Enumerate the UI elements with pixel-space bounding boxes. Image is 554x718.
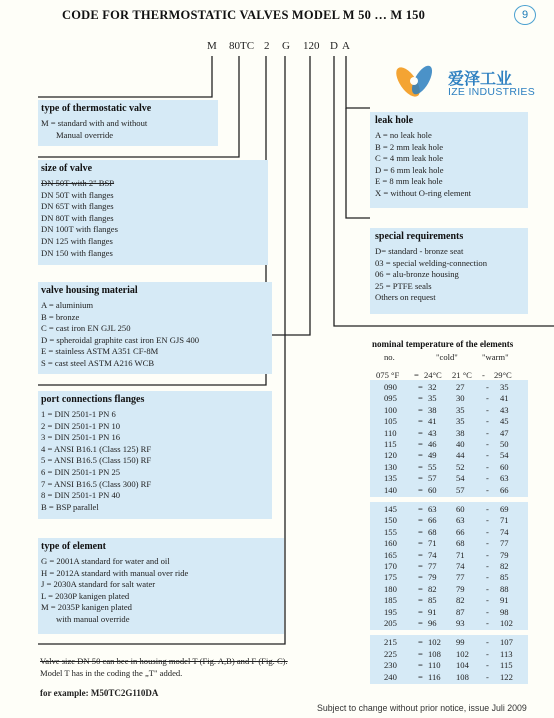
temps-col-no: no. <box>384 352 395 362</box>
temps-no: 115 <box>384 439 397 449</box>
temps-equals: = <box>418 473 423 484</box>
temps-dash: - <box>486 416 489 427</box>
temps-warm-c: 69 <box>500 504 509 514</box>
temps-warm: 40 <box>456 439 465 449</box>
temps-warm-c: 35 <box>500 382 509 392</box>
size-item: DN 65T with flanges <box>41 201 114 212</box>
special-box <box>370 228 528 314</box>
temps-cold: 96 <box>428 618 437 628</box>
temps-warm: 35 <box>456 416 465 427</box>
temps-no: 185 <box>384 595 397 606</box>
temps-warm-c: 85 <box>500 572 509 583</box>
temps-warm-c: 50 <box>500 439 509 449</box>
size-note-struck: Valve size DN 50 can bee in housing model T (Fig. A,B) and F (Fig. C). <box>40 656 288 666</box>
special-item: 06 = alu-bronze housing <box>375 269 459 280</box>
size-heading: size of valve <box>41 163 93 174</box>
temps-dash: - <box>486 660 489 671</box>
temps-cold: 74 <box>428 549 437 560</box>
temps-no: 155 <box>384 526 397 537</box>
temps-warm-c: 60 <box>500 461 509 472</box>
temps-cold: 38 <box>428 404 437 415</box>
temps-dash: - <box>486 549 489 560</box>
temps-no: 225 <box>384 648 397 659</box>
temps-dash: - <box>486 595 489 606</box>
temps-warm-c: 47 <box>500 427 509 438</box>
temps-dash: - <box>486 648 489 659</box>
temps-equals: = <box>418 416 423 427</box>
temps-warm: 35 <box>456 404 465 415</box>
temps-unit: 24°C <box>424 370 442 380</box>
temps-dash: - <box>486 393 489 404</box>
temps-cold: 66 <box>428 515 437 526</box>
temps-dash: - <box>486 473 489 484</box>
company-logo-name: 爱泽工业 <box>448 71 513 88</box>
temps-warm: 60 <box>456 504 465 514</box>
size-note-text: Model T has in the coding the „T" added. <box>40 668 183 678</box>
temps-cold: 110 <box>428 660 441 671</box>
temps-no: 240 <box>384 671 397 682</box>
temps-no: 100 <box>384 404 397 415</box>
element-item: with manual override <box>41 613 130 624</box>
temps-dash: - <box>486 561 489 571</box>
housing-box <box>38 282 272 374</box>
temps-dash: - <box>486 572 489 583</box>
size-item: DN 100T with flanges <box>41 224 118 235</box>
temps-equals: = <box>418 382 423 392</box>
temps-group <box>370 635 528 684</box>
temps-warm: 38 <box>456 427 465 438</box>
temps-equals: = <box>418 606 423 617</box>
temps-no: 140 <box>384 484 397 495</box>
temps-equals: = <box>418 648 423 659</box>
leak-heading: leak hole <box>375 115 414 126</box>
temps-equals: = <box>418 660 423 671</box>
temps-cold: 49 <box>428 450 437 461</box>
type-box <box>38 100 218 146</box>
flanges-item: 7 = ANSI B16.5 (Class 300) RF <box>41 478 152 489</box>
special-item: D= standard - bronze seat <box>375 246 464 256</box>
leak-item: E = 8 mm leak hole <box>375 176 443 187</box>
temps-dash: - <box>486 671 489 682</box>
temps-cold: 71 <box>428 538 437 549</box>
code-part-flange: G <box>282 40 290 52</box>
housing-item: A = aluminium <box>41 300 94 310</box>
temps-no: 095 <box>384 393 397 404</box>
temps-dash: - <box>486 637 489 648</box>
flanges-heading: port connections flanges <box>41 394 145 405</box>
temps-warm-c: 79 <box>500 549 509 560</box>
temps-equals: = <box>418 484 423 495</box>
temps-equals: = <box>418 561 423 571</box>
leak-item: A = no leak hole <box>375 130 432 140</box>
flanges-item: 6 = DIN 2501-1 PN 25 <box>41 466 121 477</box>
size-box <box>38 160 268 265</box>
housing-item: E = stainless ASTM A351 CF-8M <box>41 346 159 357</box>
temps-warm: 71 <box>456 549 465 560</box>
temps-warm: 108 <box>456 671 469 682</box>
temps-warm: 82 <box>456 595 465 606</box>
leak-item: X = without O-ring element <box>375 187 472 198</box>
temps-cold: 79 <box>428 572 437 583</box>
temps-warm: 27 <box>456 382 465 392</box>
temps-warm-c: 63 <box>500 473 509 484</box>
temps-warm: 77 <box>456 572 465 583</box>
housing-item: C = cast iron EN GJL 250 <box>41 323 131 334</box>
element-item: L = 2030P kanigen plated <box>41 590 130 601</box>
temps-dash: - <box>486 618 489 628</box>
temps-no: 195 <box>384 606 397 617</box>
temps-no: 175 <box>384 572 397 583</box>
temps-no: 090 <box>384 382 397 392</box>
temps-group <box>370 502 528 630</box>
element-heading: type of element <box>41 541 106 552</box>
temps-equals: = <box>418 404 423 415</box>
temps-equals: = <box>418 515 423 526</box>
element-item: M = 2035P kanigen plated <box>41 602 132 613</box>
temps-cold: 82 <box>428 583 437 594</box>
temps-no: 150 <box>384 515 397 526</box>
temps-cold: 116 <box>428 671 441 682</box>
flanges-box <box>38 391 272 519</box>
special-item: 03 = special welding-connection <box>375 257 487 268</box>
type-heading: type of thermostatic valve <box>41 103 152 114</box>
temps-warm-c: 43 <box>500 404 509 415</box>
size-item: DN 80T with flanges <box>41 212 114 223</box>
temps-dash: - <box>486 427 489 438</box>
temps-equals: = <box>418 427 423 438</box>
temps-warm: 68 <box>456 538 465 549</box>
temps-equals: = <box>418 549 423 560</box>
temps-dash: - <box>486 504 489 514</box>
temps-warm: 66 <box>456 526 465 537</box>
example-code: for example: M50TC2G110DA <box>40 688 159 698</box>
temps-equals: = <box>418 572 423 583</box>
temps-equals: = <box>418 637 423 648</box>
temps-warm: 74 <box>456 561 465 571</box>
temps-warm: 57 <box>456 484 465 495</box>
temps-dash: - <box>486 515 489 526</box>
type-item: Manual override <box>41 129 114 140</box>
temps-group <box>370 380 528 497</box>
code-part-model: M <box>207 40 217 52</box>
size-note <box>40 655 300 679</box>
temps-warm-c: 107 <box>500 637 513 648</box>
temps-warm: 44 <box>456 450 465 461</box>
temps-equals: = <box>418 393 423 404</box>
temps-cold: 41 <box>428 416 437 427</box>
temps-warm: 52 <box>456 461 465 472</box>
temps-cold: 35 <box>428 393 437 404</box>
temps-equals: = <box>418 526 423 537</box>
leak-box <box>370 112 528 208</box>
temps-cold: 60 <box>428 484 437 495</box>
temps-warm-c: 77 <box>500 538 509 549</box>
flanges-item: B = BSP parallel <box>41 501 99 512</box>
temps-equals: = <box>418 595 423 606</box>
temps-cold: 63 <box>428 504 437 514</box>
temps-cold: 55 <box>428 461 437 472</box>
temps-no: 160 <box>384 538 397 549</box>
temps-cold: 85 <box>428 595 437 606</box>
temps-equals: = <box>418 450 423 461</box>
temps-warm: 87 <box>456 606 465 617</box>
temps-warm: 99 <box>456 637 465 648</box>
temps-warm-c: 115 <box>500 660 513 671</box>
temps-warm: 93 <box>456 618 465 628</box>
temps-no: 230 <box>384 660 397 671</box>
temps-equals: = <box>418 504 423 514</box>
temps-dash: - <box>486 538 489 549</box>
leak-item: D = 6 mm leak hole <box>375 164 444 175</box>
temps-no: 215 <box>384 637 397 648</box>
temps-no: 105 <box>384 416 397 427</box>
temps-equals: = <box>418 583 423 594</box>
temps-equals: = <box>418 538 423 549</box>
flanges-item: 3 = DIN 2501-1 PN 16 <box>41 432 121 443</box>
temps-equals: = <box>418 671 423 682</box>
temps-cold: 108 <box>428 648 441 659</box>
type-item: M = standard with and without <box>41 118 148 128</box>
leak-item: B = 2 mm leak hole <box>375 141 444 152</box>
temps-table <box>370 352 528 682</box>
temps-cold: 57 <box>428 473 437 484</box>
temps-warm: 104 <box>456 660 469 671</box>
special-item: 25 = PTFE seals <box>375 280 432 291</box>
temps-unit: 29°C <box>494 370 512 380</box>
flanges-item: 1 = DIN 2501-1 PN 6 <box>41 409 116 419</box>
temps-dash: - <box>486 526 489 537</box>
temps-warm: 63 <box>456 515 465 526</box>
temps-heading: nominal temperature of the elements <box>372 339 514 349</box>
temps-warm-c: 98 <box>500 606 509 617</box>
temps-cold: 68 <box>428 526 437 537</box>
temps-warm: 79 <box>456 583 465 594</box>
temps-dash: - <box>486 439 489 449</box>
temps-warm-c: 113 <box>500 648 513 659</box>
temps-cold: 77 <box>428 561 437 571</box>
size-item: DN 150 with flanges <box>41 247 113 258</box>
temps-warm-c: 45 <box>500 416 509 427</box>
temps-cold: 43 <box>428 427 437 438</box>
size-item: DN 50T with flanges <box>41 189 114 200</box>
temps-dash: - <box>486 484 489 495</box>
temps-no: 170 <box>384 561 397 571</box>
temps-no: 180 <box>384 583 397 594</box>
temps-dash: - <box>486 404 489 415</box>
housing-item: S = cast steel ASTM A216 WCB <box>41 357 155 368</box>
element-box <box>38 538 284 634</box>
temps-warm-c: 66 <box>500 484 509 495</box>
temps-dash: - <box>486 461 489 472</box>
temps-dash: - <box>486 583 489 594</box>
code-part-leak: D <box>330 40 338 52</box>
code-part-element: 120 <box>303 40 320 52</box>
temps-unit: = <box>414 370 419 380</box>
temps-dash: - <box>486 450 489 461</box>
temps-col-warm: "warm" <box>482 352 509 362</box>
temps-cold: 32 <box>428 382 437 392</box>
leak-item: C = 4 mm leak hole <box>375 153 444 164</box>
temps-unit: 21 °C <box>452 370 472 380</box>
housing-item: B = bronze <box>41 311 80 322</box>
temps-warm: 102 <box>456 648 469 659</box>
temps-unit: 075 °F <box>376 370 400 380</box>
temps-warm-c: 71 <box>500 515 509 526</box>
temps-cold: 46 <box>428 439 437 449</box>
code-part-material: 2 <box>264 40 270 52</box>
temps-warm-c: 82 <box>500 561 509 571</box>
element-item: J = 2030A standard for salt water <box>41 579 156 590</box>
temps-warm-c: 91 <box>500 595 509 606</box>
special-item: Others on request <box>375 292 436 303</box>
temps-warm-c: 122 <box>500 671 513 682</box>
temps-equals: = <box>418 618 423 628</box>
temps-cold: 91 <box>428 606 437 617</box>
temps-no: 205 <box>384 618 397 628</box>
temps-equals: = <box>418 439 423 449</box>
flanges-item: 8 = DIN 2501-1 PN 40 <box>41 490 121 501</box>
temps-dash: - <box>486 606 489 617</box>
temps-no: 110 <box>384 427 397 438</box>
company-logo-subtitle: IZE INDUSTRIES <box>448 86 536 98</box>
temps-no: 120 <box>384 450 397 461</box>
temps-no: 135 <box>384 473 397 484</box>
page-number-badge: 9 <box>514 5 536 25</box>
temps-no: 165 <box>384 549 397 560</box>
size-item-struck: DN 50T with 2" BSP <box>41 178 115 188</box>
housing-item: D = spheroidal graphite cast iron EN GJS 400 <box>41 334 200 345</box>
temps-col-cold: "cold" <box>436 352 458 362</box>
temps-cold: 102 <box>428 637 441 648</box>
temps-warm-c: 54 <box>500 450 509 461</box>
temps-warm-c: 41 <box>500 393 509 404</box>
housing-heading: valve housing material <box>41 285 138 296</box>
temps-warm: 54 <box>456 473 465 484</box>
temps-warm: 30 <box>456 393 465 404</box>
temps-warm-c: 102 <box>500 618 513 628</box>
flanges-item: 5 = ANSI B16.5 (Class 150) RF <box>41 455 152 466</box>
special-heading: special requirements <box>375 231 464 242</box>
size-item: DN 125 with flanges <box>41 235 113 246</box>
element-item: G = 2001A standard for water and oil <box>41 556 170 566</box>
temps-no: 130 <box>384 461 397 472</box>
temps-dash: - <box>486 382 489 392</box>
page-title: CODE FOR THERMOSTATIC VALVES MODEL M 50 … M 150 <box>62 8 426 22</box>
temps-warm-c: 88 <box>500 583 509 594</box>
temps-equals: = <box>418 461 423 472</box>
code-part-size: 80TC <box>229 40 255 52</box>
footer-notice: Subject to change without prior notice, issue Juli 2009 <box>317 703 527 713</box>
flanges-item: 2 = DIN 2501-1 PN 10 <box>41 420 121 431</box>
flanges-item: 4 = ANSI B16.1 (Class 125) RF <box>41 443 152 454</box>
temps-unit: - <box>482 370 485 380</box>
temps-warm-c: 74 <box>500 526 509 537</box>
element-item: H = 2012A standard with manual over ride <box>41 567 189 578</box>
temps-no: 145 <box>384 504 397 514</box>
code-part-special: A <box>342 40 350 52</box>
